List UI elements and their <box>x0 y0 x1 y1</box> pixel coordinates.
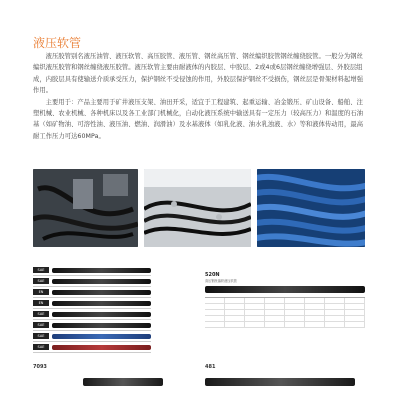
table-row <box>33 309 151 320</box>
body-text <box>33 51 367 142</box>
product-code: 520N <box>205 272 220 278</box>
hose-sample <box>52 268 151 273</box>
standard-badge: EN <box>33 300 49 306</box>
product-code: 7093 <box>33 364 47 370</box>
table-row <box>33 331 151 342</box>
table-row <box>33 276 151 287</box>
standard-badge: SAE <box>33 267 49 273</box>
hose-sample <box>52 290 151 295</box>
standard-badge: SAE <box>33 322 49 328</box>
photo-hydraulic-machinery <box>33 169 138 247</box>
table-row <box>33 342 151 353</box>
hose-sample <box>52 334 151 339</box>
paragraph-intro: 液压胶管别名液压油管、液压软管、高压胶管、液压管、钢丝高压管、钢丝编织胶管钢丝缠绕胶管。一般分为钢丝编织液压胶管和钢丝缠绕液压胶管。液压软管主要由耐液体的内胶层、中胶层、2或4或6层钢丝缠绕增强层、外胶层组成，内胶层具有使输送介质承受压力，保护钢丝不受侵蚀的作用，外胶层保护钢丝不受损伤，钢丝层是骨架材料起增强作用。 <box>33 53 364 95</box>
spec-grid <box>205 297 365 328</box>
photo-blue-hoses <box>257 169 365 247</box>
section-title: 液压软管 <box>33 36 82 50</box>
standard-badge: SAE <box>33 278 49 284</box>
bottom-item-right <box>205 364 365 370</box>
hose-sample <box>52 301 151 306</box>
hose-sample <box>52 345 151 350</box>
photo-hose-assemblies <box>144 169 251 247</box>
standard-badge: SAE <box>33 311 49 317</box>
hose-sample <box>83 378 163 386</box>
product-table-left <box>33 265 151 351</box>
table-row <box>33 298 151 309</box>
standard-badge: SAE <box>33 333 49 339</box>
machinery-hoses-image <box>33 169 138 247</box>
table-row <box>33 287 151 298</box>
hose-sample <box>205 286 365 293</box>
product-table-right <box>205 272 365 332</box>
hose-sample <box>52 312 151 317</box>
paragraph-usage: 主要用于：产品主要用于矿井液压支架、油田开采，适宜于工程建筑、起重运输、冶金锻压、矿山设备、船舶、注塑机械、农业机械、各种机床以及各工业部门机械化，自动化液压系统中输送具有一定压力（较高压力）和温度的石油基（如矿物油、可溶性油、液压油、燃油、润滑油）及水基液体（如乳化液、油水乳浊液、水）等和液体传动用，最高耐工作压力可达60MPa。 <box>33 98 364 140</box>
standard-badge: EN <box>33 289 49 295</box>
hose-sample <box>52 323 151 328</box>
hose-sample <box>52 279 151 284</box>
product-image-row <box>205 286 365 293</box>
standard-badge: SAE <box>33 344 49 350</box>
hose-assemblies-image <box>144 169 251 247</box>
table-row <box>33 320 151 331</box>
blue-hoses-image <box>257 169 365 247</box>
bottom-item-left <box>33 364 163 370</box>
product-code: 481 <box>205 364 216 370</box>
table-row <box>33 265 151 276</box>
hose-sample <box>205 378 355 386</box>
product-subtitle: 高压钢丝编织液压软管 <box>205 279 237 283</box>
